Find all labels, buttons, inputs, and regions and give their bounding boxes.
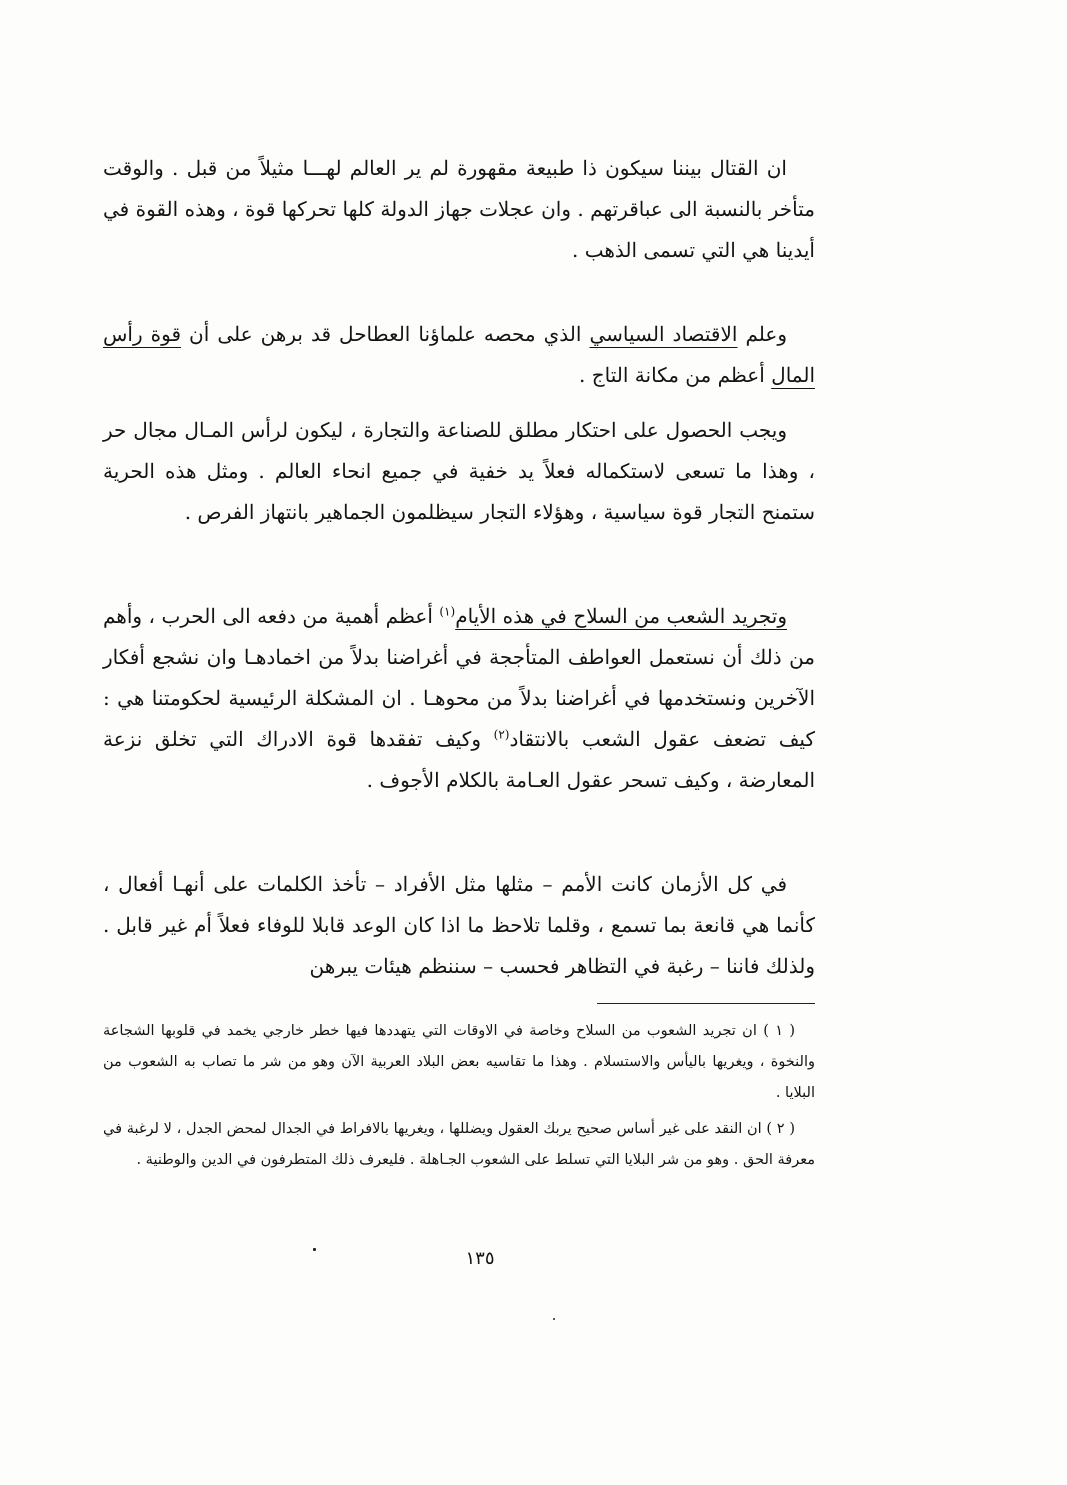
footnote-2: ( ٢ ) ان النقد على غير أساس صحيح يربك العقول ويضللها ، ويغريها بالافراط في الجدال لمحض الجدل ، لا لرغبة في معرفة الحق . وهو من شر البلايا التي تسلط على الشعوب الجـاهلة . فليعرف ذلك المتطرفون في الدين والوطنية . (103, 1121, 815, 1168)
underlined-phrase-capital-power: قوة رأس المال (103, 322, 815, 387)
ink-mark (553, 1318, 555, 1320)
footnote-separator-rule (597, 1003, 815, 1004)
footnote-ref-2: (٢) (493, 727, 510, 742)
underlined-phrase-political-economy: الاقتصاد السياسي (589, 322, 738, 346)
paragraph-5-text: في كل الأزمان كانت الأمم – مثلها مثل الأفراد – تأخذ الكلمات على أنهـا أفعال ، كأنما هي قانعة بما تسمع ، وقلما تلاحظ ما اذا كان الوعد قابلا للوفاء فعلاً أم غير قابل . ولذلك فاننا – رغبة في التظاهر فحسب – سننظم هيئات يبرهن (103, 872, 815, 978)
footnotes-block (103, 1016, 815, 1181)
underlined-phrase-disarmament: وتجريد الشعب من السلاح في هذه الأيام (455, 604, 787, 628)
paragraph-1-text: ان القتال بيننا سيكون ذا طبيعة مقهورة لم ير العالم لهـــا مثيلاً من قبل . والوقت متأخر بالنسبة الى عباقرتهم . وان عجلات جهاز الدولة كلها تحركها قوة ، وهذه القوة في أيدينا هي التي تسمى الذهب . (103, 156, 815, 262)
paragraph-2-text-c: أعظم من مكانة التاج . (579, 363, 772, 387)
footnote-ref-1: (١) (439, 604, 456, 619)
paragraph-3 (103, 410, 815, 533)
footnote-1: ( ١ ) ان تجريد الشعوب من السلاح وخاصة في الاوقات التي يتهددها فيها خطر خارجي يخمد في قلوبها الشجاعة والنخوة ، ويغريها باليأس والاستسلام . وهذا ما تقاسيه بعض البلاد العربية الآن وهو من شر ما تصاب به الشعوب من البلايا . (103, 1023, 815, 1101)
paragraph-1 (103, 148, 815, 271)
paragraph-4-text-b: وكيف تفقدها قوة الادراك التي تخلق نزعة المعارضة ، وكيف تسحر عقول العـامة بالكلام الأجوف . (103, 727, 815, 792)
paragraph-3-text: ويجب الحصول على احتكار مطلق للصناعة والتجارة ، ليكون لرأس المـال مجال حر ، وهذا ما تسعى لاستكماله فعلاً يد خفية في جميع انحاء العالم . ومثل هذه الحرية ستمنح التجار قوة سياسية ، وهؤلاء التجار سيظلمون الجماهير بانتهاز الفرص . (103, 418, 815, 524)
paragraph-2-text-b: الذي محصه علماؤنا العطاحل قد برهن على أن (181, 322, 590, 346)
page-number: ١٣٥ (465, 1248, 495, 1269)
paragraph-5 (103, 864, 815, 987)
paragraph-4 (103, 596, 815, 801)
ink-mark (313, 1248, 316, 1251)
paragraph-2 (103, 314, 815, 396)
paragraph-2-text-a: وعلم (737, 322, 787, 346)
paragraph-4-text-a: أعظم أهمية من دفعه الى الحرب ، وأهم من ذلك أن نستعمل العواطف المتأججة في أغراضنا بدلاً من اخمادهـا وان نشجع أفكار الآخرين ونستخدمها في أغراضنا بدلاً من محوهـا . ان المشكلة الرئيسية لحكومتنا هي : كيف تضعف عقول الشعب بالانتقاد (103, 604, 815, 751)
